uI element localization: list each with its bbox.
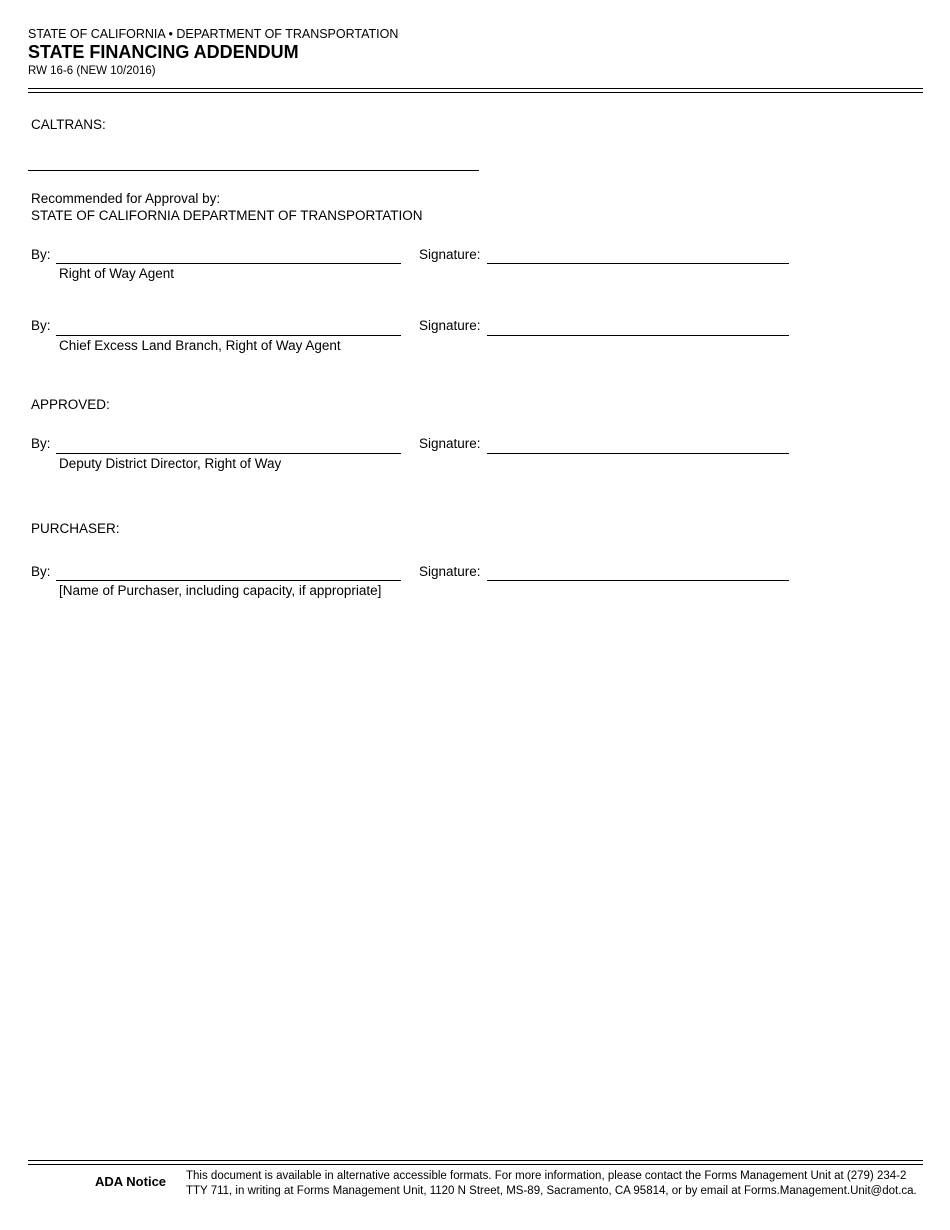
signer-3-signature-field[interactable] bbox=[487, 453, 789, 454]
ada-notice-label: ADA Notice bbox=[95, 1174, 167, 1189]
approved-label: APPROVED: bbox=[31, 397, 110, 412]
header-rule-top bbox=[28, 88, 923, 89]
signer-3-signature-label: Signature: bbox=[419, 436, 481, 451]
signer-3-by-field[interactable] bbox=[56, 453, 401, 454]
agency-line: STATE OF CALIFORNIA • DEPARTMENT OF TRANSPORTATION bbox=[28, 27, 399, 41]
department-name: STATE OF CALIFORNIA DEPARTMENT OF TRANSPORTATION bbox=[31, 208, 423, 223]
footer-rule-bottom bbox=[28, 1164, 923, 1165]
signer-2-by-label: By: bbox=[31, 318, 51, 333]
signer-3-title: Deputy District Director, Right of Way bbox=[59, 456, 282, 471]
recommended-label: Recommended for Approval by: bbox=[31, 191, 221, 206]
signer-4-signature-label: Signature: bbox=[419, 564, 481, 579]
signer-2-title: Chief Excess Land Branch, Right of Way Agent bbox=[59, 338, 341, 353]
form-number: RW 16-6 (NEW 10/2016) bbox=[28, 65, 156, 77]
signer-4-by-field[interactable] bbox=[56, 580, 401, 581]
signer-2-by-field[interactable] bbox=[56, 335, 401, 336]
caltrans-signature-line[interactable] bbox=[28, 170, 479, 171]
footer-rule-top bbox=[28, 1160, 923, 1161]
signer-4-title: [Name of Purchaser, including capacity, if appropriate] bbox=[59, 583, 382, 598]
purchaser-label: PURCHASER: bbox=[31, 521, 120, 536]
signer-4-signature-field[interactable] bbox=[487, 580, 789, 581]
form-title: STATE FINANCING ADDENDUM bbox=[28, 42, 299, 62]
signer-1-by-field[interactable] bbox=[56, 263, 401, 264]
signer-1-by-label: By: bbox=[31, 247, 51, 262]
signer-1-signature-label: Signature: bbox=[419, 247, 481, 262]
signer-1-signature-field[interactable] bbox=[487, 263, 789, 264]
signer-1-title: Right of Way Agent bbox=[59, 266, 175, 281]
caltrans-label: CALTRANS: bbox=[31, 117, 106, 132]
signer-4-by-label: By: bbox=[31, 564, 51, 579]
signer-2-signature-label: Signature: bbox=[419, 318, 481, 333]
ada-notice-line-1: This document is available in alternative accessible formats. For more information, please contact the Forms Management Unit at (279) 234-2 bbox=[186, 1170, 907, 1182]
header-rule-bottom bbox=[28, 92, 923, 93]
ada-notice-line-2: TTY 711, in writing at Forms Management Unit, 1120 N Street, MS-89, Sacramento, CA 95814, or by email at Forms.Management.Unit@dot.ca. bbox=[186, 1185, 917, 1197]
signer-3-by-label: By: bbox=[31, 436, 51, 451]
signer-2-signature-field[interactable] bbox=[487, 335, 789, 336]
